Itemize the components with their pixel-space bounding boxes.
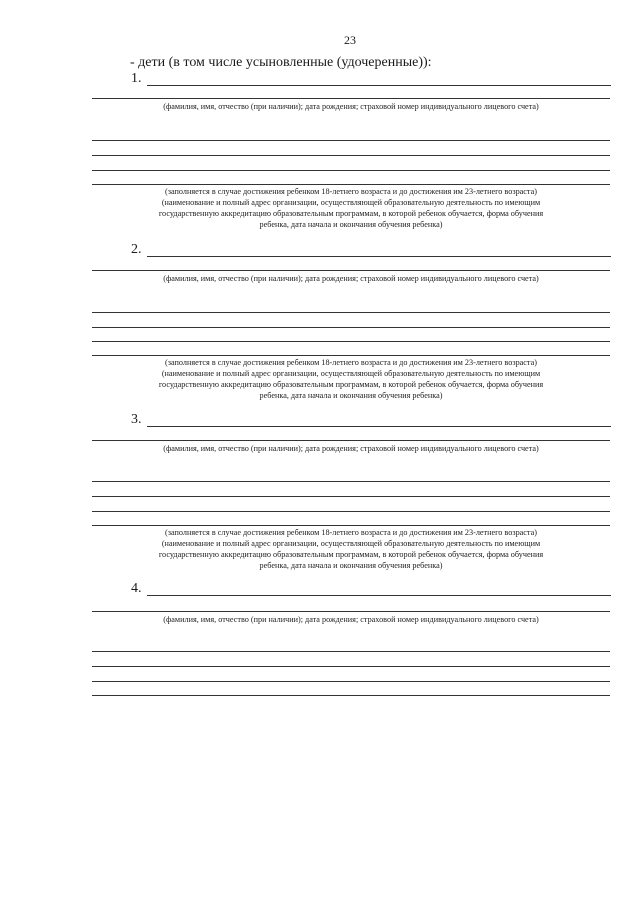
- education-input-line[interactable]: [92, 525, 610, 526]
- caption-line: государственную аккредитацию образовательным программам, в которой ребенок обучается, форма обучения: [158, 380, 544, 389]
- name-continuation-line[interactable]: [92, 440, 610, 441]
- caption-line: ребенка, дата начала и окончания обучения ребенка): [259, 561, 443, 570]
- education-input-line[interactable]: [92, 327, 610, 328]
- name-continuation-line[interactable]: [92, 270, 610, 271]
- education-input-line[interactable]: [92, 312, 610, 313]
- education-input-line[interactable]: [92, 355, 610, 356]
- caption-line: (заполняется в случае достижения ребенком 18-летнего возраста и до достижения им 23-летнего возраста): [165, 187, 537, 196]
- name-input-line[interactable]: [147, 85, 611, 86]
- child-number: 1.: [131, 71, 142, 86]
- page-number: 23: [344, 33, 356, 47]
- name-input-line[interactable]: [147, 426, 611, 427]
- education-input-line[interactable]: [92, 511, 610, 512]
- child-number: 4.: [131, 581, 142, 596]
- name-continuation-line[interactable]: [92, 611, 610, 612]
- child-number-row: [131, 411, 611, 429]
- education-input-line[interactable]: [92, 341, 610, 342]
- caption-line: (заполняется в случае достижения ребенком 18-летнего возраста и до достижения им 23-летнего возраста): [165, 528, 537, 537]
- child-number-row: [131, 70, 611, 88]
- caption-line: государственную аккредитацию образовательным программам, в которой ребенок обучается, форма обучения: [158, 209, 544, 218]
- education-caption: [92, 527, 610, 571]
- caption-line: (наименование и полный адрес организации, осуществляющей образовательную деятельность по имеющим: [161, 369, 541, 378]
- education-input-line[interactable]: [92, 155, 610, 156]
- name-input-line[interactable]: [147, 256, 611, 257]
- education-input-line[interactable]: [92, 481, 610, 482]
- education-input-line[interactable]: [92, 184, 610, 185]
- education-input-line[interactable]: [92, 695, 610, 696]
- education-input-line[interactable]: [92, 170, 610, 171]
- caption-line: ребенка, дата начала и окончания обучения ребенка): [259, 220, 443, 229]
- name-caption: (фамилия, имя, отчество (при наличии); дата рождения; страховой номер индивидуального лицевого счета): [163, 615, 539, 624]
- name-input-line[interactable]: [147, 595, 611, 596]
- name-continuation-line[interactable]: [92, 98, 610, 99]
- child-number-row: [131, 580, 611, 598]
- education-input-line[interactable]: [92, 496, 610, 497]
- child-number-row: [131, 241, 611, 259]
- name-caption: (фамилия, имя, отчество (при наличии); дата рождения; страховой номер индивидуального лицевого счета): [163, 274, 539, 283]
- name-caption: (фамилия, имя, отчество (при наличии); дата рождения; страховой номер индивидуального лицевого счета): [163, 102, 539, 111]
- caption-line: (заполняется в случае достижения ребенком 18-летнего возраста и до достижения им 23-летнего возраста): [165, 358, 537, 367]
- education-caption: [92, 186, 610, 230]
- child-number: 2.: [131, 242, 142, 257]
- name-caption: (фамилия, имя, отчество (при наличии); дата рождения; страховой номер индивидуального лицевого счета): [163, 444, 539, 453]
- caption-line: государственную аккредитацию образовательным программам, в которой ребенок обучается, форма обучения: [158, 550, 544, 559]
- education-input-line[interactable]: [92, 666, 610, 667]
- education-input-line[interactable]: [92, 681, 610, 682]
- education-input-line[interactable]: [92, 651, 610, 652]
- caption-line: (наименование и полный адрес организации, осуществляющей образовательную деятельность по имеющим: [161, 539, 541, 548]
- education-caption: [92, 357, 610, 401]
- caption-line: (наименование и полный адрес организации, осуществляющей образовательную деятельность по имеющим: [161, 198, 541, 207]
- education-input-line[interactable]: [92, 140, 610, 141]
- caption-line: ребенка, дата начала и окончания обучения ребенка): [259, 391, 443, 400]
- child-number: 3.: [131, 412, 142, 427]
- children-section-heading: - дети (в том числе усыновленные (удочеренные)):: [130, 55, 432, 70]
